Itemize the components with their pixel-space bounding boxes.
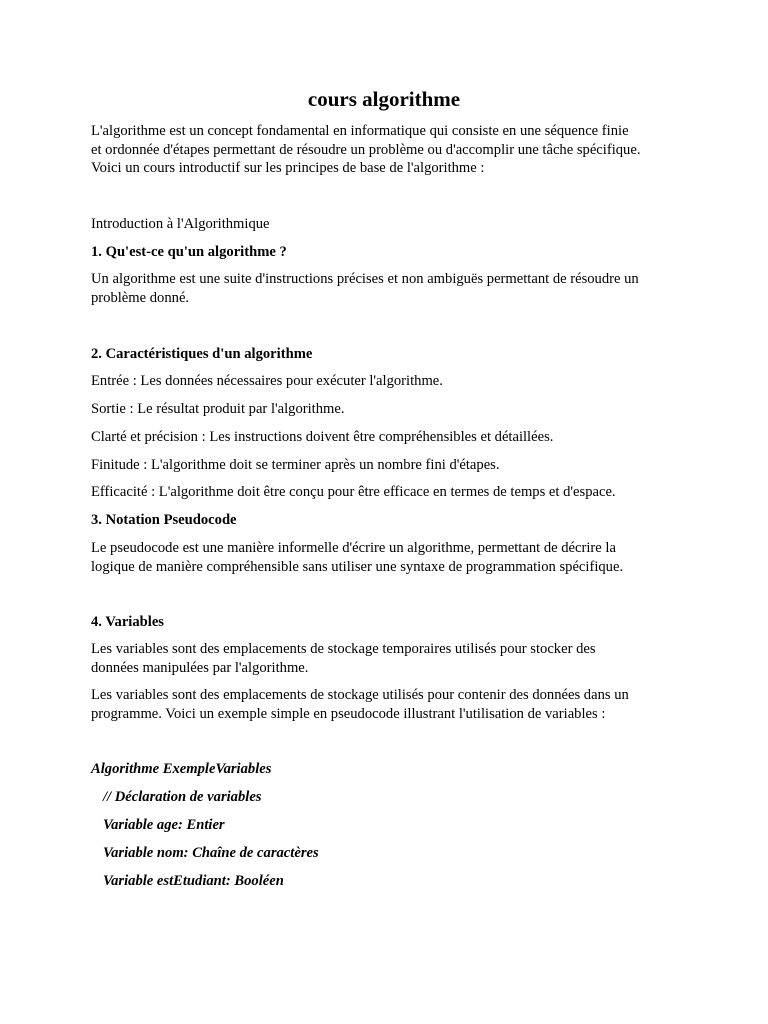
- intro-line: L'algorithme est un concept fondamental en informatique qui consiste en une séquence finie: [91, 123, 629, 139]
- intro-line: et ordonnée d'étapes permettant de résoudre un problème ou d'accomplir une tâche spécifique.: [91, 141, 641, 158]
- code-line-comment: // Déclaration de variables: [103, 789, 262, 805]
- code-line-nom: Variable nom: Chaîne de caractères: [103, 845, 319, 861]
- intro-line: Voici un cours introductif sur les principes de base de l'algorithme :: [91, 160, 485, 176]
- body-line: Un algorithme est une suite d'instructions précises et non ambiguës permettant de résoudre un: [91, 271, 639, 287]
- section2-item-finitude: Finitude : L'algorithme doit se terminer après un nombre fini d'étapes.: [91, 457, 500, 473]
- body-line: Les variables sont des emplacements de stockage temporaires utilisés pour stocker des: [91, 641, 596, 657]
- code-line-age: Variable age: Entier: [103, 817, 225, 833]
- code-line-algorithm: Algorithme ExempleVariables: [91, 761, 272, 777]
- intro-heading: Introduction à l'Algorithmique: [91, 216, 270, 232]
- section4-heading: 4. Variables: [91, 614, 164, 630]
- section3-body: [91, 539, 691, 576]
- section4-paragraph-2: [91, 686, 691, 723]
- section2-heading: 2. Caractéristiques d'un algorithme: [91, 346, 313, 362]
- body-line: programme. Voici un exemple simple en pseudocode illustrant l'utilisation de variables :: [91, 705, 606, 722]
- section4-paragraph-1: [91, 640, 691, 677]
- section1-body: [91, 270, 691, 307]
- code-line-estetudiant: Variable estEtudiant: Booléen: [103, 873, 284, 889]
- body-line: logique de manière compréhensible sans utiliser une syntaxe de programmation spécifique.: [91, 558, 624, 575]
- section2-item-entree: Entrée : Les données nécessaires pour exécuter l'algorithme.: [91, 373, 443, 389]
- body-line: Le pseudocode est une manière informelle d'écrire un algorithme, permettant de décrire la: [91, 540, 616, 556]
- body-line: données manipulées par l'algorithme.: [91, 659, 309, 676]
- body-line: Les variables sont des emplacements de stockage utilisés pour contenir des données dans un: [91, 687, 629, 703]
- section3-heading: 3. Notation Pseudocode: [91, 512, 237, 528]
- section2-item-sortie: Sortie : Le résultat produit par l'algorithme.: [91, 401, 345, 417]
- page-title: cours algorithme: [307, 87, 461, 111]
- intro-paragraph: [91, 122, 691, 178]
- section2-item-clarte: Clarté et précision : Les instructions doivent être compréhensibles et détaillées.: [91, 429, 554, 445]
- section2-item-efficacite: Efficacité : L'algorithme doit être conçu pour être efficace en termes de temps et d'espace.: [91, 484, 616, 500]
- body-line: problème donné.: [91, 289, 190, 306]
- section1-heading: 1. Qu'est-ce qu'un algorithme ?: [91, 244, 287, 260]
